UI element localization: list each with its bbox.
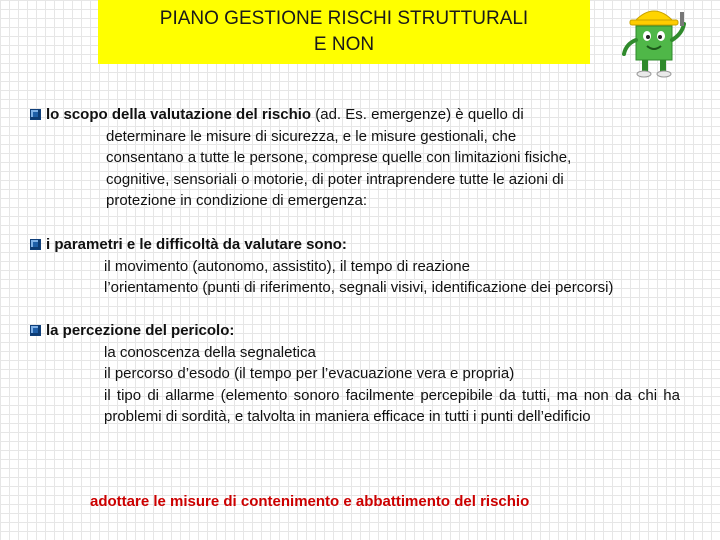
house-mascot-helmet-icon [614, 0, 694, 82]
parameters-item: l’orientamento (punti di riferimento, segnali visivi, identificazione dei percorsi) [104, 279, 614, 296]
perception-heading: la percezione del pericolo: [30, 320, 680, 342]
section-purpose [30, 104, 690, 212]
section-parameters [30, 234, 680, 299]
purpose-line: protezione in condizione di emergenza: [106, 192, 367, 209]
perception-item: la conoscenza della segnaletica [104, 343, 316, 361]
title-line-2: E NON [313, 34, 375, 55]
purpose-line: cognitive, sensoriali o motorie, di poter intraprendere tutte le azioni di [106, 170, 564, 188]
purpose-lead: lo scopo della valutazione del rischio (ad. Es. emergenze) è quello di [30, 104, 690, 126]
parameters-heading: i parametri e le difficoltà da valutare sono: [30, 234, 680, 256]
title-line-1: PIANO GESTIONE RISCHI STRUTTURALI [159, 8, 529, 29]
square-bullet-icon [30, 109, 41, 120]
title-banner [98, 0, 590, 64]
perception-item: il tipo di allarme (elemento sonoro facilmente percepibile da tutti, ma non da chi ha problemi di sordità, e talvolta in maniera efficace in tutti i punti dell’edificio [104, 386, 680, 425]
square-bullet-icon [30, 325, 41, 336]
parameters-item: il movimento (autonomo, assistito), il tempo di reazione [104, 257, 470, 275]
square-bullet-icon [30, 239, 41, 250]
purpose-line: determinare le misure di sicurezza, e le misure gestionali, che [106, 127, 517, 145]
purpose-line: consentano a tutte le persone, comprese quelle con limitazioni fisiche, [106, 149, 572, 166]
perception-item: il percorso d’esodo (il tempo per l’evacuazione vera e propria) [104, 365, 515, 382]
footer-conclusion: adottare le misure di contenimento e abbattimento del rischio [90, 493, 530, 510]
section-perception [30, 320, 680, 428]
